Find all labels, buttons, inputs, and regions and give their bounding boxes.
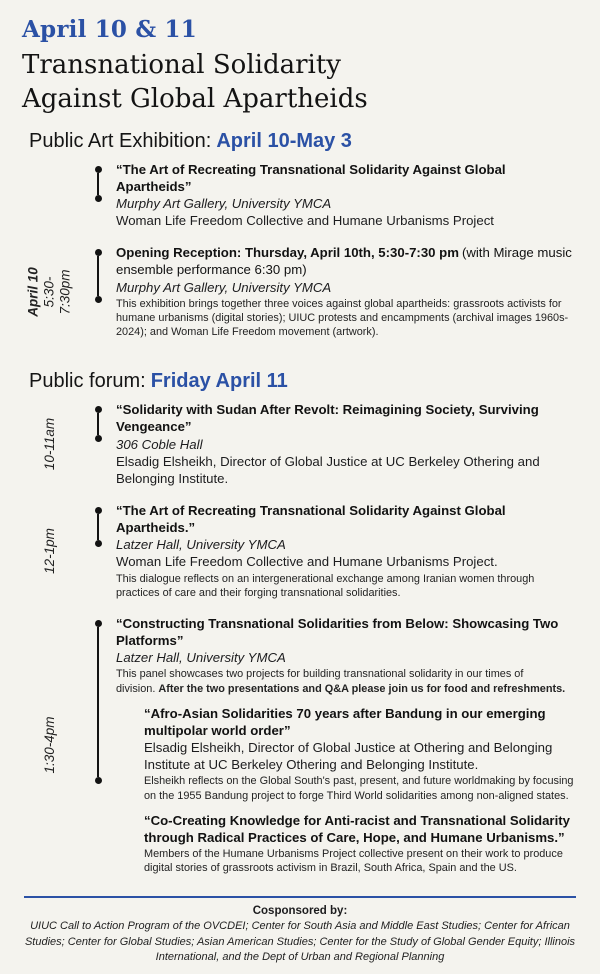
event-content	[116, 615, 580, 875]
event-content	[116, 244, 580, 339]
forum-heading	[29, 370, 580, 393]
event-description	[116, 667, 576, 695]
event-time-label	[26, 267, 75, 317]
event-art-dialogue	[20, 502, 580, 600]
event-title: “The Art of Recreating Transnational Solidarity Against Global Apartheids”	[116, 161, 506, 194]
exhibition-heading	[29, 130, 580, 153]
event-time-range-line2: 7:30pm	[58, 269, 74, 315]
cosponsored-label: Cosponsored by:	[252, 905, 348, 918]
event-time-range-line1: 5:30-	[41, 276, 57, 308]
sub-event-title: “Co-Creating Knowledge for Anti-racist and Transnational Solidarity through Radical Practices of Care, Hope, and Humane Urbanisms.”	[144, 812, 570, 845]
event-exhibition-art	[20, 161, 580, 230]
timeline-bar	[97, 173, 99, 195]
event-description-text: This panel showcases two projects for building transnational solidarity in our times of division.	[116, 668, 524, 695]
timeline-dot-bottom	[95, 195, 102, 202]
timeline-bar	[97, 256, 99, 296]
timeline-dot-top	[95, 507, 102, 514]
event-title-rest: (with Mirage music ensemble performance 6:30 pm)	[116, 245, 572, 278]
event-time-column	[20, 615, 80, 875]
timeline-bar	[97, 627, 99, 777]
event-venue: Latzer Hall, University YMCA	[116, 650, 286, 666]
poster-title-line-1: Transnational Solidarity	[22, 50, 341, 80]
exhibition-heading-label: Public Art Exhibition:	[29, 129, 212, 152]
event-time-label: 10-11am	[41, 417, 57, 471]
event-title: “Solidarity with Sudan After Revolt: Reimagining Society, Surviving Vengeance”	[116, 402, 539, 435]
timeline-segment	[80, 244, 116, 303]
event-description: This dialogue reflects on an intergenerational exchange among Iranian women through practices of care and their forging transnational solidarities.	[116, 572, 535, 599]
event-content	[116, 401, 580, 487]
event-content	[116, 502, 580, 600]
sub-event-speaker: Elsadig Elsheikh, Director of Global Justice at Othering and Belonging Institute at UC Berkeley Othering and Belonging Institute.	[144, 740, 553, 773]
timeline-segment	[80, 615, 116, 784]
poster-title-line-2: Against Global Apartheids	[22, 83, 368, 114]
timeline-segment	[80, 502, 116, 547]
event-time-label: 12-1pm	[41, 528, 57, 574]
event-title-bold: Opening Reception: Thursday, April 10th, 5:30-7:30 pm	[116, 245, 459, 261]
event-description: This exhibition brings together three voices against global apartheids: grassroots activists for humane urbanisms (digital stories); UIUC protests and encampments (archival images 1960s-2024); and Woman Life Freedom movement (artwork).	[116, 297, 569, 339]
cosponsors-list: UIUC Call to Action Program of the OVCDEI; Center for South Asia and Middle East Studies; Center for African Studies; Center for Global Studies; Asian American Studies; Center for the Study of Global Gender Equity; Illinois International, and the Dept of Urban and Regional Planning	[24, 920, 576, 964]
timeline-dot-bottom	[95, 777, 102, 784]
sub-event-description: Members of the Humane Urbanisms Project collective present on their work to produce digital stories of grassroots activism in Brazil, South Africa, Spain and the US.	[144, 848, 563, 875]
sub-event-afro-asian	[144, 705, 576, 803]
event-time-column	[20, 161, 80, 230]
event-panel-two-platforms	[20, 615, 580, 875]
timeline-dot-top	[95, 406, 102, 413]
timeline-dot-top	[95, 166, 102, 173]
sub-event-description: Elsheikh reflects on the Global South's past, present, and future worldmaking by focusing on the 1955 Bandung project to forge Third World solidarities among non-aligned states.	[144, 775, 574, 802]
timeline-dot-top	[95, 620, 102, 627]
footer	[20, 890, 580, 973]
event-time-day: April 10	[25, 266, 41, 317]
event-time-column	[20, 244, 80, 339]
forum-heading-dates: Friday April 11	[150, 370, 288, 393]
timeline-dot-bottom	[95, 540, 102, 547]
event-venue: 306 Coble Hall	[116, 436, 203, 452]
timeline-bar	[97, 514, 99, 540]
timeline-segment	[80, 161, 116, 202]
timeline-dot-bottom	[95, 296, 102, 303]
timeline-dot-top	[95, 249, 102, 256]
event-opening-reception	[20, 244, 580, 339]
event-description-bold: After the two presentations and Q&A please join us for food and refreshments.	[158, 682, 566, 695]
exhibition-heading-dates: April 10-May 3	[216, 129, 352, 152]
event-title: “Constructing Transnational Solidarities from Below: Showcasing Two Platforms”	[116, 615, 559, 649]
event-time-label: 1:30-4pm	[41, 716, 57, 774]
timeline-bar	[97, 413, 99, 435]
event-venue: Latzer Hall, University YMCA	[116, 537, 286, 553]
event-organizer: Woman Life Freedom Collective and Humane Urbanisms Project.	[116, 554, 498, 570]
event-organizer: Woman Life Freedom Collective and Humane Urbanisms Project	[116, 213, 494, 229]
event-sudan-talk	[20, 401, 580, 487]
event-title	[116, 244, 576, 278]
sub-event-title: “Afro-Asian Solidarities 70 years after Bandung in our emerging multipolar world order”	[144, 705, 546, 738]
forum-heading-label: Public forum:	[29, 370, 146, 393]
event-time-column	[20, 401, 80, 487]
event-content	[116, 161, 580, 230]
event-venue: Murphy Art Gallery, University YMCA	[116, 279, 332, 295]
event-speaker: Elsadig Elsheikh, Director of Global Justice at UC Berkeley Othering and Belonging Institute.	[116, 453, 540, 486]
event-venue: Murphy Art Gallery, University YMCA	[116, 195, 332, 211]
timeline-segment	[80, 401, 116, 442]
poster-date-line: April 10 & 11	[22, 16, 197, 43]
event-time-column	[20, 502, 80, 600]
sub-event-co-creating	[144, 812, 576, 876]
footer-divider	[24, 896, 576, 898]
timeline-dot-bottom	[95, 435, 102, 442]
event-title: “The Art of Recreating Transnational Solidarity Against Global Apartheids.”	[116, 502, 506, 536]
poster-title	[22, 49, 580, 117]
